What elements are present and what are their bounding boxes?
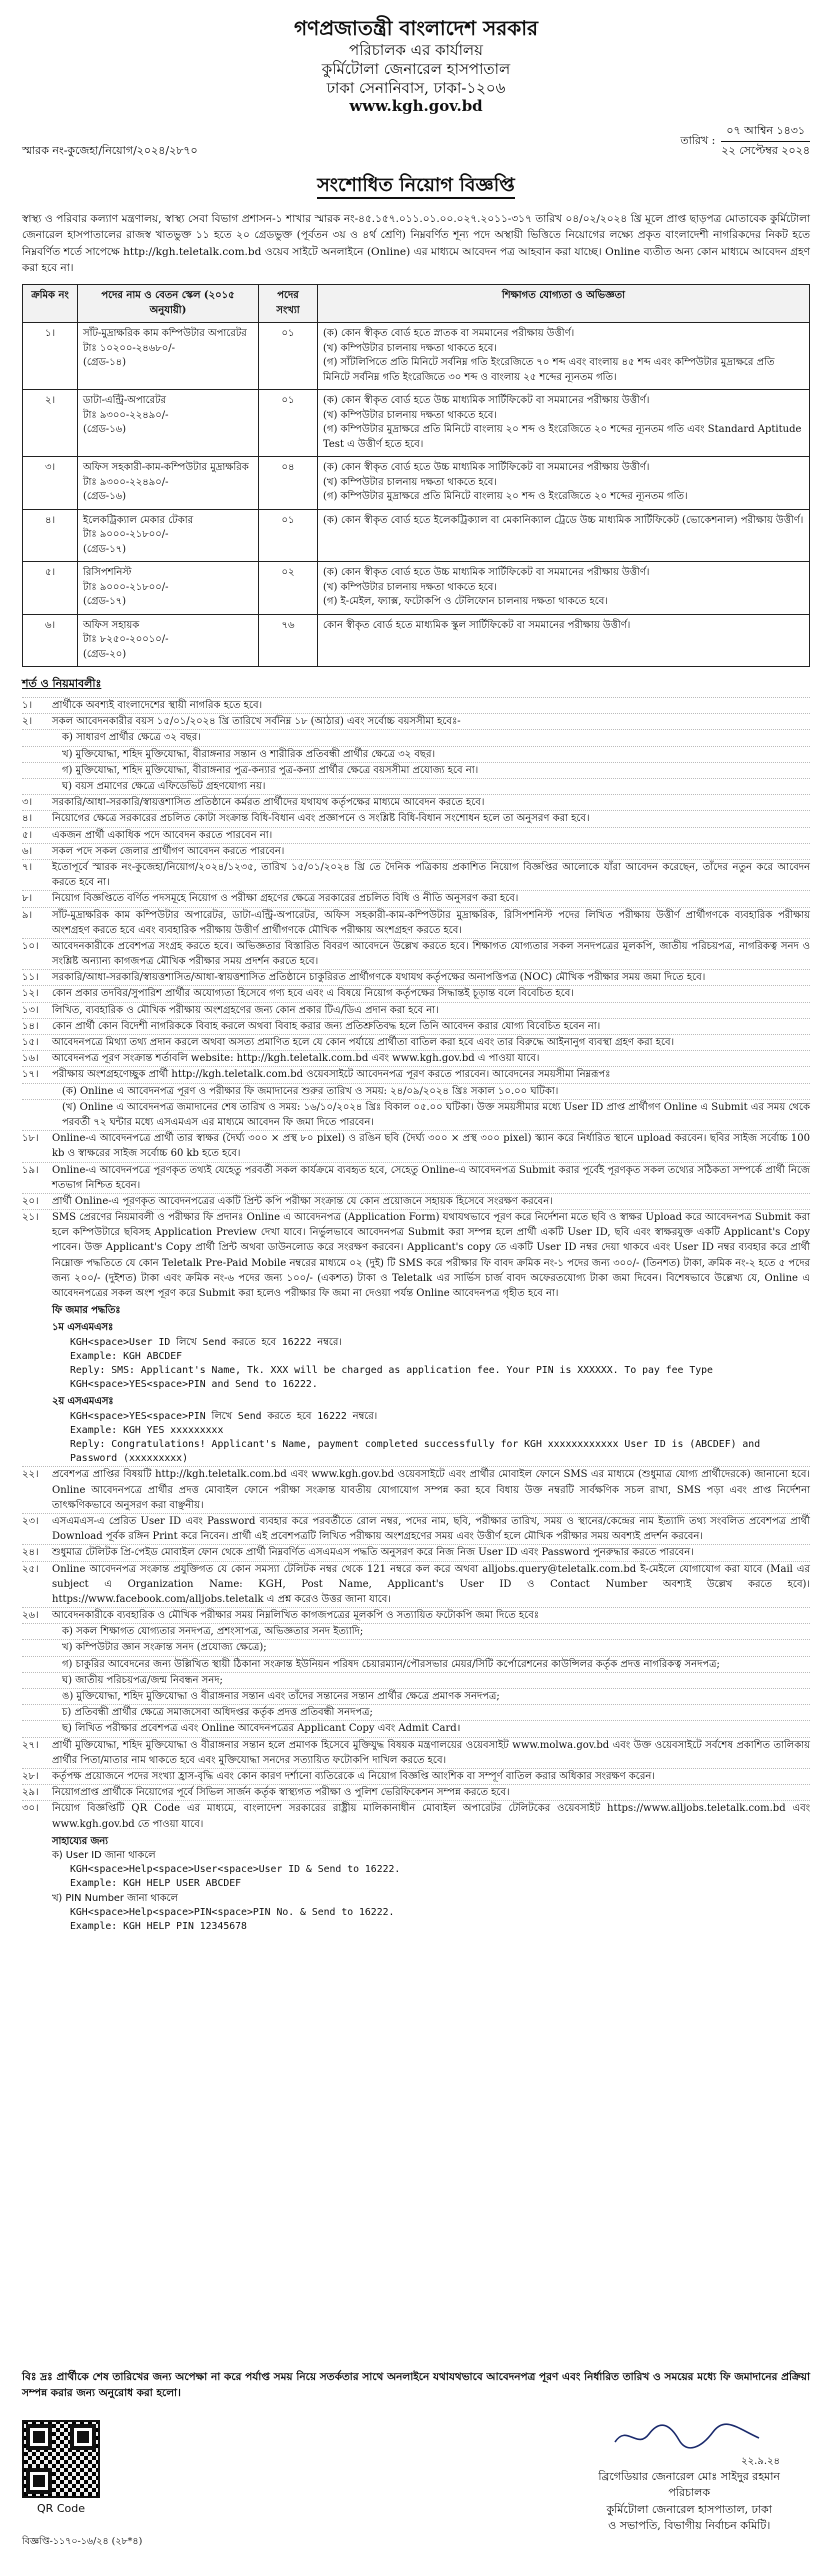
- qualification-cell: [318, 390, 810, 457]
- term-number: ৭।: [22, 861, 33, 873]
- term-text: নিয়োগ বিজ্ঞপ্তিতে বর্ণিত পদসমূহে নিয়োগ ও পরীক্ষা গ্রহণের ক্ষেত্রে সরকারের প্রচলিত বিধি ও নীতি অনুসরণ করা হবে।: [52, 893, 519, 905]
- serial-number: ৪।: [44, 514, 56, 526]
- post-scale: টাঃ ৯৩০০-২২৪৯০/-: [83, 409, 169, 421]
- post-grade: (গ্রেড-১৭): [83, 543, 127, 555]
- memo-number: স্মারক নং-কুজেহা/নিয়োগ/২০২৪/২৮৭০: [22, 144, 198, 157]
- list-item: [22, 1607, 810, 1623]
- post-count-cell: [259, 457, 318, 510]
- post-grade: (গ্রেড-১৭): [83, 596, 127, 608]
- post-name-cell: [78, 323, 259, 390]
- signature-date: ২২.৯.২৪: [741, 2455, 780, 2467]
- serial-cell: [23, 562, 78, 615]
- term-text: Online-এ আবেদনপত্রে প্রার্থী তার স্বাক্ষর (দৈর্ঘ্য ৩০০ × প্রস্থ ৮০ pixel) ও রঙিন ছবি (দৈর্ঘ্য ৩০০ × প্রস্থ ৩০০ pixel) স্ক্যান করে নির্ধারিত স্থানে upload করবেন। ছবির সাইজ সর্বোচ্চ 100 kb ও স্বাক্ষরের সাইজ সর্বোচ্চ 60 kb হতে হবে।: [52, 1133, 810, 1160]
- term-number: ১৯।: [22, 1164, 39, 1176]
- term-number: ৮।: [22, 893, 33, 905]
- post-scale: টাঃ ৮২৫০-২০০১০/-: [83, 634, 169, 646]
- term-number: ১৩।: [22, 1004, 39, 1016]
- post-name-cell: [78, 614, 259, 667]
- hospital-name: কুর্মিটোলা জেনারেল হাসপাতাল: [321, 59, 511, 78]
- serial-number: ২।: [44, 395, 56, 407]
- qr-label: QR Code: [37, 2501, 85, 2515]
- post-count: ০২: [281, 567, 295, 579]
- term-number: [22, 763, 48, 778]
- lost-id-command: KGH<space>Help<space>User<space>User ID & Send to 16222.: [70, 1864, 401, 1876]
- term-text: সকল আবেদনকারীর বয়স ১৫/০১/২০২৪ খ্রি তারিখে সর্বনিম্ন ১৮ (আঠার) এবং সর্বোচ্চ বয়সসীমা হবেঃ-: [52, 716, 461, 728]
- list-item: [22, 907, 810, 938]
- sms-help: [22, 1835, 810, 1934]
- table-row: [23, 562, 810, 615]
- list-item: [22, 1130, 810, 1161]
- term-number: ২৩।: [22, 1515, 39, 1527]
- term-text: (খ) Online এ আবেদনপত্র জমাদানের শেষ তারিখ ও সময়: ১৬/১০/২০২৪ খ্রিঃ বিকাল ০৫.০০ ঘটিকা। উক্ত সময়সীমার মধ্যে User ID প্রাপ্ত প্রার্থীগণ Online এ Submit এর সময় থেকে পরবর্তী ৭২ ঘন্টার মধ্যে এসএমএস এর মাধ্যমে আবেদন ফি জমা দিতে পারবেন।: [62, 1101, 810, 1128]
- term-text: ঙ) মুক্তিযোদ্ধা, শহিদ মুক্তিযোদ্ধা ও বীরাঙ্গনার সন্তান এবং তাঁদের সন্তানের সন্তান প্রার্থীর ক্ষেত্রে প্রমাণক সনদপত্র;: [62, 1691, 500, 1703]
- term-text: প্রবেশপত্র প্রাপ্তির বিষয়টি http://kgh.teletalk.com.bd এবং www.kgh.gov.bd ওয়েবসাইটে এবং প্রার্থীর মোবাইল ফোনে SMS এর মাধ্যমে (শুধুমাত্র যোগ্য প্রার্থীদেরকে) জানানো হবে। Online আবেদনপত্রে প্রার্থীর প্রদত্ত মোবাইল ফোনে পরীক্ষা সংক্রান্ত যাবতীয় যোগাযোগ সম্পন্ন করা হবে বিধায় উক্ত নম্বরটি সার্বক্ষণিক সচল রাখা, SMS পড়া এবং প্রাপ্ত নির্দেশনা তাৎক্ষণিকভাবে অনুসরণ করা বাঞ্ছনীয়।: [52, 1469, 810, 1511]
- qualification-line: (ক) কোন স্বীকৃত বোর্ড হতে উচ্চ মাধ্যমিক সার্টিফিকেট বা সমমানের পরীক্ষায় উত্তীর্ণ।: [323, 462, 650, 474]
- list-item: [22, 890, 810, 906]
- term-text: গ) চাকুরির আবেদনের জন্য উল্লিখিত স্থায়ী ঠিকানা সংক্রান্ত ইউনিয়ন পরিষদ চেয়ারম্যান/পৌরসভার মেয়র/সিটি কর্পোরেশনের কাউন্সিলর কর্তৃক প্রদত্ত নাগরিকত্ব সনদপত্র;: [62, 1658, 720, 1670]
- term-number: ২৭।: [22, 1739, 39, 1751]
- term-number: [22, 730, 48, 745]
- print-reference: বিজ্ঞপ্তি-১১৭০-১৬/২৪ (২৮*৪): [22, 2536, 143, 2547]
- qualification-line: (খ) কম্পিউটার চালনায় দক্ষতা থাকতে হবে।: [323, 342, 497, 354]
- list-item: [22, 1639, 810, 1655]
- posts-table: [22, 284, 810, 667]
- list-item: [22, 1513, 810, 1544]
- term-text: একজন প্রার্থী একাধিক পদে আবেদন করতে পারবেন না।: [52, 829, 273, 841]
- term-text: প্রার্থী Online-এ পূরণকৃত আবেদনপত্রের একটি প্রিন্ট কপি পরীক্ষা সংক্রান্ত যে কোন প্রয়োজনে সহায়ক হিসেবে সংরক্ষণ করবেন।: [52, 1195, 553, 1207]
- term-number: [22, 779, 48, 794]
- table-row: [23, 614, 810, 667]
- post-name: অফিস সহায়ক: [83, 619, 140, 631]
- serial-number: ৩।: [44, 462, 56, 474]
- term-number: ১।: [22, 700, 33, 712]
- list-item: [22, 1544, 810, 1560]
- term-text: Online আবেদনপত্র সংক্রান্ত প্রযুক্তিগত যে কোন সমস্যা টেলিটক নম্বর থেকে 121 নম্বরে কল করে অথবা alljobs.query@teletalk.com.bd ই-মেইলে যোগাযোগ করা যাবে (Mail এর subject এ Organization Name: KGH, Post Name, Applicant's User ID ও Contact Number অবশ্যই উল্লেখ করতে হবে)। https://www.facebook.com/alljobs.teletalk এ প্রশ্ন করেও উত্তর জানা যাবে।: [52, 1563, 810, 1605]
- term-text: (ক) Online এ আবেদনপত্র পূরণ ও পরীক্ষার ফি জমাদানের শুরুর তারিখ ও সময়: ২৪/০৯/২০২৪ খ্রিঃ সকাল ১০.০০ ঘটিকা।: [62, 1085, 559, 1097]
- post-name: রিসিপশনিস্ট: [83, 567, 132, 579]
- sms-help-label: সাহায্যের জন্য: [52, 1835, 108, 1847]
- term-text: কোন প্রার্থী কোন বিদেশী নাগরিককে বিবাহ করলে অথবা বিবাহ করার জন্য প্রতিশ্রুতিবদ্ধ হলে তিনি আবেদন করার যোগ্য বিবেচিত হবেন না।: [52, 1020, 601, 1032]
- post-name: সাঁট-মুদ্রাক্ষরিক কাম কম্পিউটার অপারেটর: [83, 328, 247, 340]
- list-item: [22, 1623, 810, 1639]
- list-item: [22, 762, 810, 778]
- sms-step2-reply: Reply: Congratulations! Applicant's Name, payment completed successfully for KGH xxxxxxxxxxxx User ID is (ABCDEF) and Password (xxxxxxxxx): [70, 1439, 761, 1465]
- term-number: [22, 1640, 48, 1655]
- term-number: ১৪।: [22, 1020, 39, 1032]
- term-text: ঘ) বয়স প্রমাণের ক্ষেত্রে এফিডেভিট গ্রহণযোগ্য নয়।: [62, 781, 266, 792]
- term-number: ২২।: [22, 1469, 39, 1481]
- signature-mark: [609, 2420, 769, 2454]
- lost-pin-example: Example: KGH HELP PIN 12345678: [70, 1920, 247, 1932]
- list-item: [22, 1656, 810, 1672]
- post-name: ডাটা-এন্ট্রি-অপারেটর: [83, 395, 167, 407]
- list-item: [22, 1737, 810, 1768]
- post-grade: (গ্রেড-২০): [83, 648, 127, 660]
- term-text: ছ) লিখিত পরীক্ষার প্রবেশপত্র এবং Online আবেদনপত্রের Applicant Copy এবং Admit Card।: [62, 1723, 461, 1735]
- term-number: ৬।: [22, 845, 33, 857]
- term-number: ২০।: [22, 1195, 39, 1207]
- sms-step1-command: KGH<space>User ID লিখে Send করতে হবে 16222 নম্বরে।: [70, 1336, 342, 1348]
- list-item: [22, 1768, 810, 1784]
- post-scale: টাঃ ৯৩০০-২২৪৯০/-: [83, 476, 169, 488]
- term-text: ক) সাধারণ প্রার্থীর ক্ষেত্রে ৩২ বছর।: [62, 732, 201, 744]
- term-text: খ) মুক্তিযোদ্ধা, শহিদ মুক্তিযোদ্ধা, বীরাঙ্গনার সন্তান ও শারীরিক প্রতিবন্ধী প্রার্থীর ক্ষেত্রে ৩২ বছর।: [62, 748, 436, 760]
- signatory-committee: ও সভাপতি, বিভাগীয় নির্বাচন কমিটি।: [608, 2519, 771, 2532]
- term-number: ৯।: [22, 909, 33, 921]
- term-text: নিয়োগ বিজ্ঞপ্তিটি QR Code এর মাধ্যমে, বাংলাদেশ সরকারের রাষ্ট্রীয় মালিকানাধীন মোবাইল অপারেটর টেলিটকের ওয়েবসাইট https://www.alljobs.teletalk.com.bd এবং www.kgh.gov.bd তে পাওয়া যাবে।: [52, 1803, 810, 1830]
- list-item: [22, 1050, 810, 1066]
- term-number: ১৫।: [22, 1037, 39, 1048]
- posts-table-body: [23, 323, 810, 667]
- term-text: সরকারি/আধা-সরকারি/স্বায়ত্তশাসিত প্রতিষ্ঠানে কর্মরত প্রার্থীদের যথাযথ কর্তৃপক্ষের মাধ্যমে আবেদন করতে হবে।: [52, 797, 485, 809]
- signature-block: [598, 2420, 780, 2535]
- term-text: এসএমএস-এ প্রেরিত User ID এবং Password ব্যবহার করে পরবর্তীতে রোল নম্বর, পদের নাম, ছবি, পরীক্ষার তারিখ, সময় ও স্থানের/কেন্দ্রের নাম ইত্যাদি তথ্য সংবলিত প্রবেশপত্র প্রার্থী Download পূর্বক রঙ্গিন Print করে নিবেন। প্রার্থী এই প্রবেশপত্রটি লিখিত পরীক্ষায় অংশগ্রহণের সময় এবং উত্তীর্ণ হলে মৌখিক পরীক্ষার সময় অবশ্যই প্রদর্শন করবেন।: [52, 1515, 810, 1543]
- qualification-line: (গ) সাঁটলিপিতে প্রতি মিনিটে সর্বনিম্ন গতি ইংরেজিতে ৭০ শব্দ এবং বাংলায় ৪৫ শব্দ এবং কম্পিউটার মুদ্রাক্ষরে প্রতি মিনিটে সর্বনিম্ন গতি ইংরেজিতে ৩০ শব্দ ও বাংলায় ২৫ শব্দের ন্যূনতম গতি।: [323, 357, 775, 383]
- term-text: আবেদনপত্রে মিথ্যা তথ্য প্রদান করলে অথবা অসত্য প্রমাণিত হলে যে কোন পর্যায়ে প্রার্থীতা বাতিল করা হবে এবং তার বিরুদ্ধে আইনানুগ ব্যবস্থা গ্রহণ করা হবে।: [52, 1037, 675, 1048]
- qualification-cell: [318, 614, 810, 667]
- term-text: নিয়োগের ক্ষেত্রে সরকারের প্রচলিত কোটা সংক্রান্ত বিধি-বিধান এবং প্রজ্ঞাপনে ও সংশ্লিষ্ট বিধি-বিধান সংশোধন হলে তা অনুসরণ করা হবে।: [52, 813, 590, 825]
- table-row: [23, 323, 810, 390]
- qualification-cell: [318, 457, 810, 510]
- term-text: প্রার্থীকে অবশ্যই বাংলাদেশের স্থায়ী নাগরিক হতে হবে।: [52, 700, 263, 712]
- sms-step1-example: Example: KGH ABCDEF: [70, 1350, 183, 1362]
- website: www.kgh.gov.bd: [349, 97, 483, 116]
- date-english: ২২ সেপ্টেম্বর ২০২৪: [721, 144, 810, 157]
- terms-list-continued: [22, 1466, 810, 1831]
- list-item: [22, 827, 810, 843]
- col-post-count: পদের সংখ্যা: [259, 285, 318, 323]
- list-item: [22, 810, 810, 826]
- list-item: [22, 1002, 810, 1018]
- term-text: পরীক্ষায় অংশগ্রহণেচ্ছুক প্রার্থী http://kgh.teletalk.com.bd ওয়েবসাইটে আবেদনপত্র পূরণ করতে পারবেন। আবেদনের সময়সীমা নিম্নরূপঃ: [52, 1069, 611, 1081]
- post-count-cell: [259, 323, 318, 390]
- qualification-cell: [318, 323, 810, 390]
- term-text: প্রার্থী মুক্তিযোদ্ধা, শহিদ মুক্তিযোদ্ধা ও বীরাঙ্গনার সন্তান হলে প্রমাণক হিসেবে মুক্তিযুদ্ধ বিষয়ক মন্ত্রণালয়ের ওয়েবসাইট www.molwa.gov.bd এবং উক্ত ওয়েবসাইটে সর্বশেষ প্রকাশিত তালিকায় প্রার্থীর পিতা/মাতার নাম থাকতে হবে এবং মুক্তিযোদ্ধা সনদের সত্যায়িত ফটোকপি দাখিল করতে হবে।: [52, 1739, 810, 1766]
- term-number: ২।: [22, 716, 33, 728]
- sms-step1-label: ১ম এসএমএসঃ: [52, 1322, 114, 1334]
- term-text: কর্তৃপক্ষ প্রয়োজনে পদের সংখ্যা হ্রাস-বৃদ্ধি এবং কোন কারণ দর্শানো ব্যতিরেকে এ নিয়োগ বিজ্ঞপ্তি আংশিক বা সম্পূর্ণ বাতিল করার অধিকার সংরক্ষণ করেন।: [52, 1770, 655, 1782]
- term-number: ২৫।: [22, 1563, 39, 1575]
- table-row: [23, 390, 810, 457]
- date-block: [680, 122, 810, 161]
- footer: [22, 2370, 810, 2535]
- post-name-cell: [78, 562, 259, 615]
- term-number: ২৯।: [22, 1787, 39, 1799]
- term-text: লিখিত, ব্যবহারিক ও মৌখিক পরীক্ষায় অংশগ্রহণের জন্য কোন প্রকার টিএ/ডিএ প্রদান করা হবে না।: [52, 1004, 439, 1016]
- term-number: [22, 1705, 48, 1720]
- list-item: [22, 1193, 810, 1209]
- lost-pin-command: KGH<space>Help<space>PIN<space>PIN No. & Send to 16222.: [70, 1906, 395, 1918]
- memo-row: [22, 122, 810, 161]
- serial-cell: [23, 390, 78, 457]
- col-qualification: শিক্ষাগত যোগ্যতা ও অভিজ্ঞতা: [318, 285, 810, 323]
- qualification-line: (ক) কোন স্বীকৃত বোর্ড হতে উচ্চ মাধ্যমিক সার্টিফিকেট বা সমমানের পরীক্ষায় উত্তীর্ণ।: [323, 395, 650, 407]
- term-text: ক) সকল শিক্ষাগত যোগ্যতার সনদপত্র, প্রশংসাপত্র, অভিজ্ঞতার সনদ ইত্যাদি;: [62, 1626, 364, 1638]
- list-item: [22, 1099, 810, 1130]
- post-grade: (গ্রেড-১৬): [83, 491, 127, 503]
- term-text: খ) কম্পিউটার জ্ঞান সংক্রান্ত সনদ (প্রযোজ্য ক্ষেত্রে);: [62, 1642, 267, 1654]
- serial-cell: [23, 509, 78, 562]
- term-text: আবেদনকারীকে ব্যবহারিক ও মৌখিক পরীক্ষার সময় নিম্নলিখিত কাগজপত্রের মূলকপি ও সত্যায়িত ফটোকপি জমা দিতে হবেঃ: [52, 1610, 540, 1622]
- list-item: [22, 1018, 810, 1034]
- term-text: নিয়োগপ্রাপ্ত প্রার্থীকে নিয়োগের পূর্বে সিভিল সার্জন কর্তৃক স্বাস্থ্যগত পরীক্ষা ও পুলিশ ভেরিফিকেশন সম্পন্ন করতে হবে।: [52, 1787, 510, 1799]
- lost-pin-label: খ) PIN Number জানা থাকলে: [52, 1892, 178, 1904]
- qualification-line: (ক) কোন স্বীকৃত বোর্ড হতে ইলেকট্রিক্যাল বা মেকানিক্যাল ট্রেডে উচ্চ মাধ্যমিক সার্টিফিকেট (ভোকেশনাল) পরীক্ষায় উত্তীর্ণ।: [323, 514, 804, 526]
- post-name-cell: [78, 457, 259, 510]
- post-name: ইলেকট্রিক্যাল মেকার টেকার: [83, 514, 194, 526]
- post-count-cell: [259, 509, 318, 562]
- qualification-cell: [318, 509, 810, 562]
- term-number: ৩০।: [22, 1803, 39, 1815]
- qualification-line: (গ) ই-মেইল, ফ্যাক্স, ফটোকপি ও টেলিফোন চালনায় দক্ষতা থাকতে হবে।: [323, 596, 608, 608]
- post-scale: টাঃ ১০২০০-২৪৬৮০/-: [83, 342, 175, 354]
- list-item: [22, 1066, 810, 1082]
- list-item: [22, 1720, 810, 1736]
- term-number: ১৬।: [22, 1053, 39, 1065]
- term-text: কোন প্রকার তদবির/সুপারিশ প্রার্থীর অযোগ্যতা হিসেবে গণ্য হবে এবং এ বিষয়ে নিয়োগ কর্তৃপক্ষের সিদ্ধান্তই চূড়ান্ত বলে বিবেচিত হবে।: [52, 988, 574, 1000]
- term-number: ১১।: [22, 972, 39, 984]
- post-count-cell: [259, 390, 318, 457]
- intro-paragraph: স্বাস্থ্য ও পরিবার কল্যাণ মন্ত্রণালয়, স্বাস্থ্য সেবা বিভাগ প্রশাসন-১ শাখার স্মারক নং-৪৫.১৫৭.০১১.০১.০০.০২৭.২০১১-৩১৭ তারিখ ০৪/০২/২০২৪ খ্রি মূলে প্রাপ্ত ছাড়পত্র মোতাবেক কুর্মিটোলা জেনারেল হাসপাতালের রাজস্ব খাতভুক্ত ১১ হতে ২০ গ্রেডভুক্ত (পূর্বতন ৩য় ও ৪র্থ শ্রেণি) নিম্নবর্ণিত শূন্য পদে অস্থায়ী ভিত্তিতে নিয়োগের লক্ষ্যে প্রকৃত বাংলাদেশী নাগরিকদের নিকট হতে নিম্নবর্ণিত শর্তে সাপেক্ষে http://kgh.teletalk.com.bd ওয়েব সাইটে অনলাইনে (Online) এর মাধ্যমে আবেদন পত্র আহবান করা যাচ্ছে। Online ব্যতীত অন্য কোন মাধ্যমে আবেদন গ্রহণ করা হবে না।: [22, 213, 810, 274]
- list-item: [22, 794, 810, 810]
- qualification-line: (ক) কোন স্বীকৃত বোর্ড হতে স্নাতক বা সমমানের পরীক্ষায় উত্তীর্ণ।: [323, 328, 575, 340]
- term-text: গ) মুক্তিযোদ্ধা, শহিদ মুক্তিযোদ্ধা, বীরাঙ্গনার পুত্র-কন্যার পুত্র-কন্যা প্রার্থীর ক্ষেত্রে বয়সসীমা প্রযোজ্য হবে না।: [62, 764, 479, 776]
- qualification-line: (গ) কম্পিউটার মুদ্রাক্ষরে প্রতি মিনিটে বাংলায় ২০ শব্দ ও ইংরেজিতে ২০ শব্দের ন্যূনতম গতি এবং Standard Aptitude Test এ উত্তীর্ণ হতে হবে।: [323, 424, 802, 450]
- terms-heading: শর্ত ও নিয়মাবলীঃ: [22, 677, 102, 691]
- term-text: সরকারি/আধা-সরকারি/স্বায়ত্তশাসিত/আধা-স্বায়ত্তশাসিত প্রতিষ্ঠানে চাকুরিরত প্রার্থীগণকে যথাযথ কর্তৃপক্ষের অনাপত্তিপত্র (NOC) মৌখিক পরীক্ষার সময় জমা দিতে হবে।: [52, 972, 706, 984]
- list-item: [22, 969, 810, 985]
- term-number: ২৬।: [22, 1610, 39, 1622]
- post-count: ০৪: [281, 462, 295, 474]
- term-text: SMS প্রেরণের নিয়মাবলী ও পরীক্ষার ফি প্রদানঃ Online এ আবেদনপত্র (Application Form) যথাযথভাবে পূরণ করে নির্দেশনা মতে ছবি ও স্বাক্ষর Upload করে আবেদনপত্র Submit করা হলে কম্পিউটারে ছবিসহ Application Preview দেখা যাবে। নির্ভুলভাবে আবেদনপত্র Submit করা সম্পন্ন হলে প্রার্থী একটি User ID, ছবি এবং স্বাক্ষরযুক্ত একটি Applicant's Copy পাবেন। উক্ত Applicant's Copy প্রার্থী প্রিন্ট অথবা ডাউনলোড করে সংরক্ষণ করবেন। Applicant's copy তে একটি User ID নম্বর দেয়া থাকবে এবং User ID নম্বর ব্যবহার করে প্রার্থী নিম্নোক্ত পদ্ধতিতে যে কোন Teletalk Pre-Paid Mobile নম্বরের মাধ্যমে ০২ (দুই) টি SMS করে পরীক্ষার ফি বাবদ ক্রমিক নং-১ পদের জন্য ৩০০/- (তিনশত) টাকা, ক্রমিক নং-২ হতে ৫ পদের জন্য ২০০/- (দুইশত) টাকা এবং ক্রমিক নং-৬ পদের জন্য ১০০/- (একশত) টাকা ও Teletalk এর সার্ভিস চার্জ বাবদ অফেরতযোগ্য টাকা জমা দিবেন। বিশেষভাবে উল্লেখ্য যে, Online এ আবেদনপত্রের সকল অংশ পূরণ করে Submit করা হলেও পরীক্ষার ফি জমা না দেওয়া পর্যন্ত Online আবেদনপত্র গৃহীত হবে না।: [52, 1212, 810, 1299]
- sms-step2-example: Example: KGH YES xxxxxxxxx: [70, 1424, 224, 1436]
- final-note: বিঃ দ্রঃ প্রার্থীকে শেষ তারিখের জন্য অপেক্ষা না করে পর্যাপ্ত সময় নিয়ে সতর্কতার সাথে অনলাইনে যথাযথভাবে আবেদনপত্র পূরণ এবং নির্ধারিত তারিখ ও সময়ের মধ্যে ফি জমাদানের প্রক্রিয়া সম্পন্ন করার জন্য অনুরোধ করা হলো।: [22, 2371, 810, 2399]
- col-serial: ক্রমিক নং: [23, 285, 78, 323]
- post-count: ০১: [281, 395, 295, 407]
- term-number: ১৮।: [22, 1133, 39, 1145]
- signatory-designation: পরিচালক: [668, 2486, 711, 2499]
- terms-list: [22, 697, 810, 1301]
- list-item: [22, 746, 810, 762]
- qualification-cell: [318, 562, 810, 615]
- term-text: আবেদনপত্র পূরণ সংক্রান্ত শর্তাবলি website: http://kgh.teletalk.com.bd এবং www.kgh.gov.bd এ পাওয়া যাবে।: [52, 1053, 540, 1065]
- term-text: সাঁট-মুদ্রাক্ষরিক কাম কম্পিউটার অপারেটর, ডাটা-এন্ট্রি-অপারেটর, অফিস সহকারী-কাম-কম্পিউটার মুদ্রাক্ষরিক, রিসিপশনিস্ট পদের লিখিত পরীক্ষায় উত্তীর্ণ প্রার্থীগণকে ব্যবহারিক পরীক্ষায় অংশগ্রহণ করতে হবে এবং ব্যবহারিক পরীক্ষায় উত্তীর্ণ প্রার্থীগণকে মৌখিক পরীক্ষায় অংশগ্রহণ করতে হবে।: [52, 909, 810, 936]
- term-number: ৪।: [22, 813, 33, 825]
- term-text: সকল পদে সকল জেলার প্রার্থীগণ আবেদন করতে পারবেন।: [52, 845, 285, 857]
- qualification-line: কোন স্বীকৃত বোর্ড হতে মাধ্যমিক স্কুল সার্টিফিকেট বা সমমানের পরীক্ষায় উত্তীর্ণ।: [323, 619, 631, 631]
- list-item: [22, 1034, 810, 1050]
- term-text: Online-এ আবেদনপত্রে পূরণকৃত তথ্যই যেহেতু পরবর্তী সকল কার্যক্রমে ব্যবহৃত হবে, সেহেতু Online-এ আবেদনপত্র Submit করার পূর্বেই পূরণকৃত সকল তথ্যের সঠিকতা সম্পর্কে প্রার্থী নিজে শতভাগ নিশ্চিত হবেন।: [52, 1164, 810, 1191]
- list-item: [22, 1561, 810, 1608]
- notice-title: সংশোধিত নিয়োগ বিজ্ঞপ্তি: [22, 171, 810, 203]
- list-item: [22, 778, 810, 794]
- term-text: শুধুমাত্র টেলিটক প্রি-পেইড মোবাইল ফোন থেকে প্রার্থী নিম্নবর্ণিত এসএমএস পদ্ধতি অনুসরণ করে নিজ নিজ User ID এবং Password পুনরুদ্ধার করতে পারবেন।: [52, 1547, 694, 1559]
- term-number: [22, 1689, 48, 1704]
- list-item: [22, 1162, 810, 1193]
- office-name: পরিচালক এর কার্যালয়: [349, 41, 483, 59]
- post-grade: (গ্রেড-১৪): [83, 357, 127, 369]
- sms-heading: ফি জমার পদ্ধতিঃ: [52, 1305, 121, 1317]
- post-scale: টাঃ ৯০০০-২১৮০০/-: [83, 581, 169, 593]
- list-item: [22, 843, 810, 859]
- table-row: [23, 509, 810, 562]
- address: ঢাকা সেনানিবাস, ঢাকা-১২০৬: [326, 78, 506, 97]
- lost-id-example: Example: KGH HELP USER ABCDEF: [70, 1878, 242, 1890]
- post-name: অফিস সহকারী-কাম-কম্পিউটার মুদ্রাক্ষরিক: [83, 462, 249, 474]
- term-number: ১০।: [22, 940, 39, 952]
- serial-cell: [23, 323, 78, 390]
- signatory-office: কুর্মিটোলা জেনারেল হাসপাতাল, ঢাকা: [606, 2502, 772, 2516]
- term-number: [22, 1673, 48, 1688]
- term-number: ২১।: [22, 1212, 39, 1224]
- list-item: [22, 1083, 810, 1099]
- term-number: [22, 1100, 48, 1130]
- sms-step1-reply: Reply: SMS: Applicant's Name, Tk. XXX will be charged as application fee. Your PIN is XXXXXX. To pay fee Type KGH<space>YES<space>PIN and Send to 16222.: [70, 1365, 713, 1391]
- govt-name: গণপ্রজাতন্ত্রী বাংলাদেশ সরকার: [294, 16, 538, 40]
- term-text: ইতোপূর্বে স্মারক নং-কুজেহা/নিয়োগ/২০২৪/১২৩৫, তারিখ ১৫/০১/২০২৪ খ্রি তে দৈনিক পত্রিকায় প্রকাশিত নিয়োগ বিজ্ঞপ্তির আলোকে যাঁরা আবেদন করেছেন, তাঁদের নতুন করে আবেদন করতে হবে না।: [52, 861, 810, 889]
- term-number: ২৪।: [22, 1547, 39, 1559]
- col-post-name: পদের নাম ও বেতন স্কেল (২০১৫ অনুযায়ী): [78, 285, 259, 323]
- term-number: [22, 747, 48, 762]
- term-number: ১৭।: [22, 1069, 39, 1081]
- post-count: ০১: [281, 328, 295, 340]
- post-count: ৭৬: [281, 619, 295, 631]
- list-item: [22, 985, 810, 1001]
- post-scale: টাঃ ৯০০০-২১৮০০/-: [83, 529, 169, 541]
- term-number: [22, 1084, 48, 1099]
- serial-number: ৬।: [44, 619, 56, 631]
- qualification-line: (গ) কম্পিউটার মুদ্রাক্ষরে প্রতি মিনিটে বাংলায় ২০ শব্দ ও ইংরেজিতে ২০ শব্দের ন্যূনতম গতি।: [323, 491, 688, 503]
- list-item: [22, 1209, 810, 1301]
- list-item: [22, 697, 810, 713]
- post-name-cell: [78, 509, 259, 562]
- list-item: [22, 729, 810, 745]
- list-item: [22, 1672, 810, 1688]
- qr-code-icon[interactable]: [22, 2420, 100, 2498]
- term-text: ঘ) জাতীয় পরিচয়পত্র/জন্ম নিবন্ধন সনদ;: [62, 1674, 223, 1686]
- term-number: ২৮।: [22, 1770, 39, 1782]
- date-bangla: ০৭ আশ্বিন ১৪৩১: [721, 122, 810, 142]
- post-grade: (গ্রেড-১৬): [83, 424, 127, 436]
- list-item: [22, 1704, 810, 1720]
- term-number: [22, 1721, 48, 1736]
- serial-cell: [23, 457, 78, 510]
- term-text: আবেদনকারীকে প্রবেশপত্র সংগ্রহ করতে হবে। অভিজ্ঞতার বিস্তারিত বিবরণ আবেদনে উল্লেখ করতে হবে। শিক্ষাগত যোগ্যতার সকল সনদপত্রের মূলকপি, জাতীয় পরিচয়পত্র, নাগরিকত্ব সনদ ও সংশ্লিষ্ট অন্যান্য কাগজপত্র মৌখিক পরীক্ষার সময় প্রদর্শন করতে হবে।: [52, 940, 810, 968]
- list-item: [22, 1688, 810, 1704]
- qualification-line: (খ) কম্পিউটার চালনায় দক্ষতা থাকতে হবে।: [323, 476, 497, 488]
- post-name-cell: [78, 390, 259, 457]
- signatory-name: ব্রিগেডিয়ার জেনারেল মোঃ সাইদুর রহমান: [598, 2469, 780, 2483]
- term-text: চ) প্রতিবন্ধী প্রার্থীর ক্ষেত্রে সমাজসেবা অধিদপ্তর কর্তৃক প্রদত্ত প্রতিবন্ধী সনদপত্র;: [62, 1707, 373, 1719]
- qr-block: [22, 2420, 100, 2535]
- term-number: ৫।: [22, 829, 33, 841]
- list-item: [22, 1466, 810, 1513]
- table-row: [23, 457, 810, 510]
- letterhead: [22, 16, 810, 116]
- lost-id-label: ক) User ID জানা থাকলে: [52, 1849, 156, 1861]
- term-number: ১২।: [22, 988, 39, 1000]
- post-count-cell: [259, 614, 318, 667]
- sms-step2-command: KGH<space>YES<space>PIN লিখে Send করতে হবে 16222 নম্বরে।: [70, 1410, 378, 1422]
- term-number: [22, 1624, 48, 1639]
- term-number: ৩।: [22, 797, 33, 809]
- date-label: তারিখ :: [680, 134, 716, 147]
- sms-instructions: [22, 1304, 810, 1466]
- list-item: [22, 1784, 810, 1800]
- qualification-line: (ক) কোন স্বীকৃত বোর্ড হতে উচ্চ মাধ্যমিক সার্টিফিকেট বা সমমানের পরীক্ষায় উত্তীর্ণ।: [323, 567, 650, 579]
- list-item: [22, 859, 810, 890]
- list-item: [22, 938, 810, 969]
- qualification-line: (খ) কম্পিউটার চালনায় দক্ষতা থাকতে হবে।: [323, 581, 497, 593]
- list-item: [22, 1800, 810, 1831]
- serial-cell: [23, 614, 78, 667]
- table-header-row: [23, 285, 810, 323]
- qualification-line: (খ) কম্পিউটার চালনায় দক্ষতা থাকতে হবে।: [323, 409, 497, 421]
- post-count: ০১: [281, 514, 295, 526]
- list-item: [22, 713, 810, 729]
- term-number: [22, 1657, 48, 1672]
- serial-number: ৫।: [44, 567, 56, 579]
- post-count-cell: [259, 562, 318, 615]
- serial-number: ১।: [44, 328, 56, 340]
- sms-step2-label: ২য় এসএমএসঃ: [52, 1396, 114, 1408]
